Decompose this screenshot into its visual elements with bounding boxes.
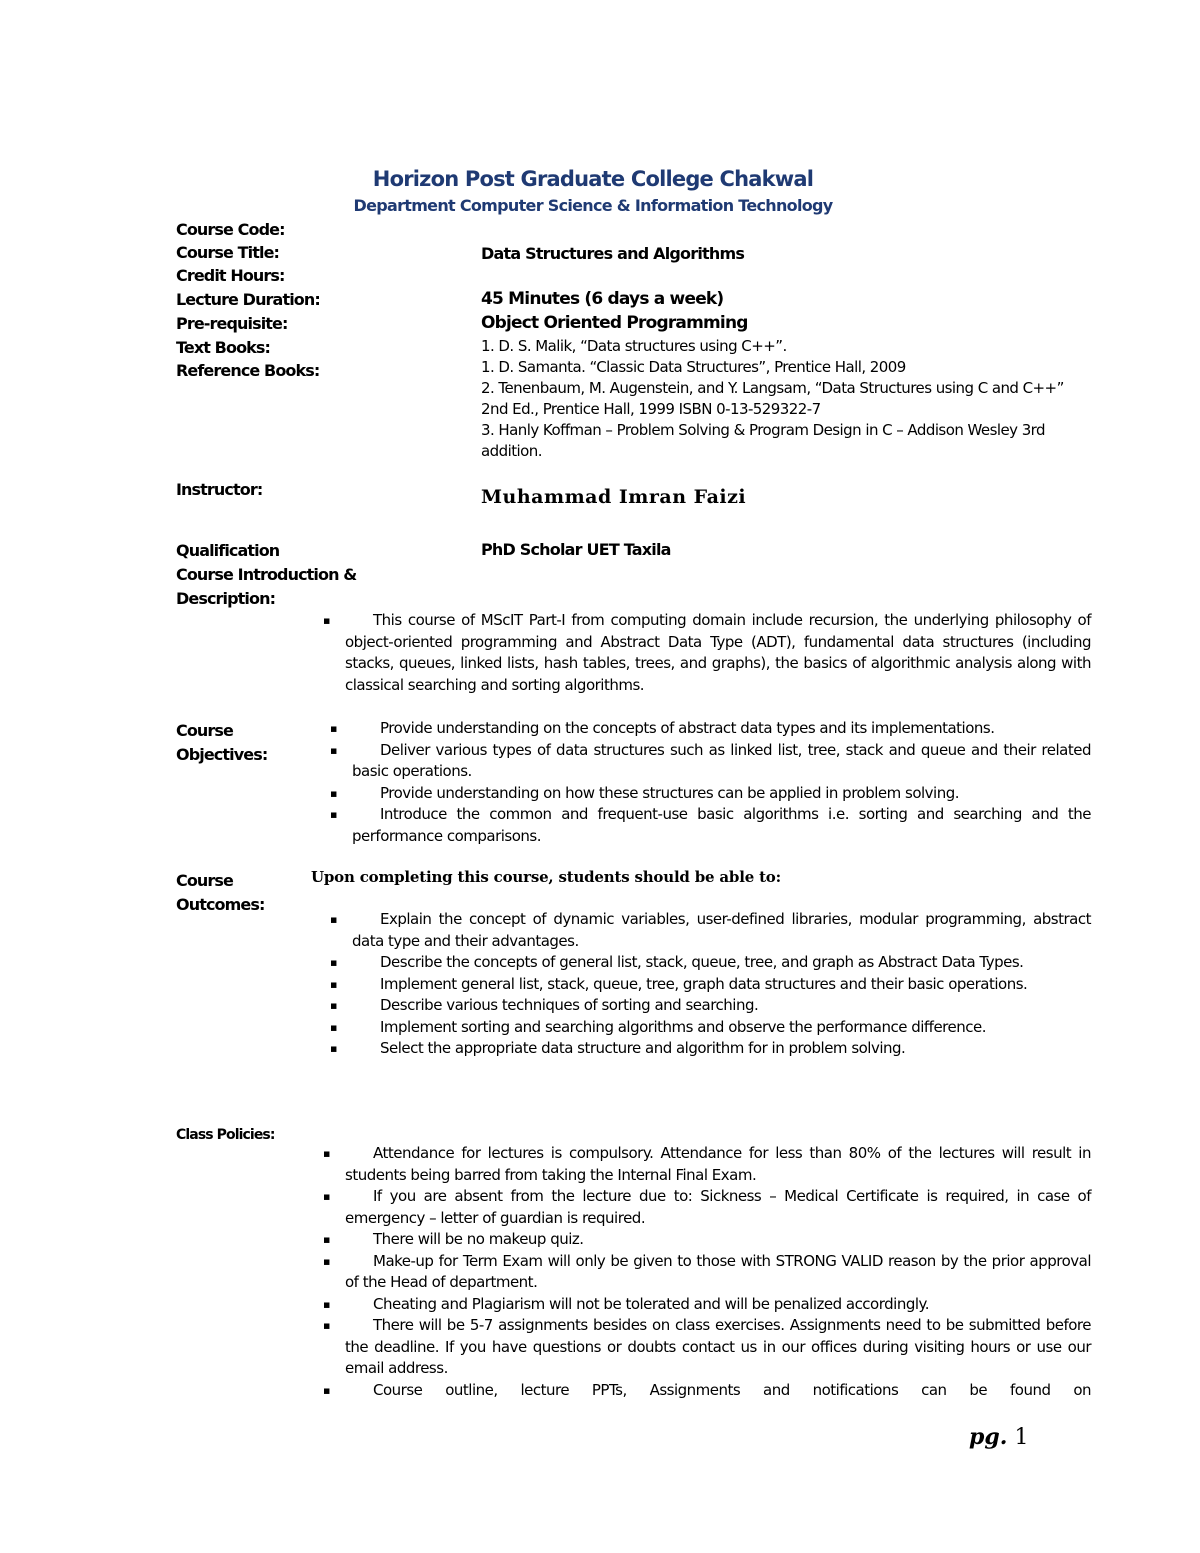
square-bullet-icon: ▪: [323, 1254, 330, 1268]
instructor-name: Muhammad Imran Faizi: [481, 486, 747, 508]
course-title-label: Course Title:: [176, 243, 280, 262]
department-title: Department Computer Science & Information Technology: [353, 196, 833, 215]
page-number-value: 1: [1014, 1425, 1029, 1450]
square-bullet-icon: ▪: [323, 1297, 330, 1311]
list-item: ▪ Describe various techniques of sorting and searching.: [352, 995, 1091, 1017]
list-item: ▪ This course of MScIT Part-I from computing domain include recursion, the underlying philosophy of object-oriented programming and Abstract Data Type (ADT), fundamental data structures (including stacks, queues, linked lists, hash tables, trees, and graphs), the basics of algorithmic analysis along with classical searching and sorting algorithms.: [323, 611, 1091, 694]
list-item: ▪ Select the appropriate data structure and algorithm for in problem solving.: [352, 1038, 1091, 1060]
list-item: ▪ If you are absent from the lecture due to: Sickness – Medical Certificate is required, in case of emergency – letter of guardian is required.: [323, 1187, 1091, 1227]
square-bullet-icon: ▪: [330, 722, 337, 735]
list-item: ▪ Course outline, lecture PPTs, Assignments and notifications can be found on: [345, 1380, 1091, 1402]
list-item: ▪ Explain the concept of dynamic variables, user-defined libraries, modular programming, abstract data type and their advantages.: [330, 910, 1091, 950]
page-label: pg.: [969, 1424, 1008, 1450]
prerequisite-value: Object Oriented Programming: [481, 313, 748, 333]
college-title: Horizon Post Graduate College Chakwal: [372, 167, 814, 191]
square-bullet-icon: ▪: [330, 1020, 337, 1034]
list-item: ▪ Deliver various types of data structures such as linked list, tree, stack and queue and their related basic operations.: [330, 740, 1091, 780]
square-bullet-icon: ▪: [330, 808, 337, 821]
square-bullet-icon: ▪: [330, 743, 337, 757]
outcomes-label-cont: Outcomes:: [176, 895, 265, 914]
objectives-list: [330, 718, 1091, 847]
course-code-label: Course Code:: [176, 220, 285, 239]
objectives-label: Course: [176, 721, 233, 740]
square-bullet-icon: ▪: [323, 1383, 330, 1397]
list-item: ▪ Introduce the common and frequent-use basic algorithms i.e. sorting and searching and the performance comparisons.: [330, 805, 1091, 845]
square-bullet-icon: ▪: [330, 786, 337, 800]
book-entry: 3. Hanly Koffman – Problem Solving & Program Design in C – Addison Wesley 3rd addition.: [481, 421, 1046, 460]
reference-books-label: Reference Books:: [176, 361, 320, 380]
text-books-label: Text Books:: [176, 338, 271, 357]
objectives-label-cont: Objectives:: [176, 745, 268, 764]
list-item: ▪ Cheating and Plagiarism will not be tolerated and will be penalized accordingly.: [345, 1294, 1091, 1316]
list-item: ▪ Implement general list, stack, queue, tree, graph data structures and their basic operations.: [352, 974, 1091, 996]
list-item: ▪ There will be no makeup quiz.: [345, 1229, 1091, 1251]
book-entry: 1. D. S. Malik, “Data structures using C++”.: [481, 337, 787, 355]
list-item: ▪ Attendance for lectures is compulsory. Attendance for less than 80% of the lectures will result in students being barred from taking the Internal Final Exam.: [323, 1144, 1091, 1184]
intro-label: Course Introduction &: [176, 565, 357, 584]
qualification-label: Qualification: [176, 541, 280, 560]
square-bullet-icon: ▪: [323, 1319, 330, 1332]
list-item: ▪ There will be 5-7 assignments besides on class exercises. Assignments need to be submitted before the deadline. If you have questions or doubts contact us in our offices during visiting hours or use our email address.: [323, 1316, 1091, 1377]
instructor-label: Instructor:: [176, 480, 263, 499]
square-bullet-icon: ▪: [323, 614, 330, 627]
outcomes-list: [330, 909, 1091, 1060]
page-number: [969, 1424, 1028, 1450]
list-item: ▪ Provide understanding on how these structures can be applied in problem solving.: [352, 783, 1091, 805]
square-bullet-icon: ▪: [323, 1233, 330, 1246]
square-bullet-icon: ▪: [330, 977, 337, 991]
square-bullet-icon: ▪: [323, 1147, 330, 1160]
list-item: ▪ Make-up for Term Exam will only be given to those with STRONG VALID reason by the prior approval of the Head of department.: [323, 1251, 1091, 1291]
square-bullet-icon: ▪: [330, 913, 337, 926]
lecture-duration-label: Lecture Duration:: [176, 290, 320, 309]
square-bullet-icon: ▪: [330, 956, 337, 969]
outcomes-intro: Upon completing this course, students should be able to:: [311, 868, 781, 886]
list-item: ▪ Provide understanding on the concepts of abstract data types and its implementations.: [352, 718, 1091, 740]
outcomes-label: Course: [176, 871, 233, 890]
square-bullet-icon: ▪: [330, 999, 337, 1012]
qualification-value: PhD Scholar UET Taxila: [481, 540, 671, 559]
credit-hours-label: Credit Hours:: [176, 266, 285, 285]
prerequisite-label: Pre-requisite:: [176, 314, 288, 333]
description-list: [323, 610, 1091, 696]
square-bullet-icon: ▪: [330, 1042, 337, 1055]
course-title-value: Data Structures and Algorithms: [481, 244, 745, 263]
square-bullet-icon: ▪: [323, 1190, 330, 1203]
books-list: [481, 336, 1091, 462]
list-item: ▪ Implement sorting and searching algorithms and observe the performance difference.: [352, 1017, 1091, 1039]
list-item: ▪ Describe the concepts of general list, stack, queue, tree, and graph as Abstract Data Types.: [352, 952, 1091, 974]
book-entry: 1. D. Samanta. “Classic Data Structures”, Prentice Hall, 2009: [481, 358, 906, 376]
policies-list: [323, 1143, 1091, 1401]
policies-label: Class Policies:: [176, 1127, 275, 1143]
lecture-duration-value: 45 Minutes (6 days a week): [481, 289, 724, 309]
book-entry: 2. Tenenbaum, M. Augenstein, and Y. Langsam, “Data Structures using C and C++” 2nd Ed., Prentice Hall, 1999 ISBN 0-13-529322-7: [481, 379, 1064, 418]
intro-label-cont: Description:: [176, 589, 276, 608]
